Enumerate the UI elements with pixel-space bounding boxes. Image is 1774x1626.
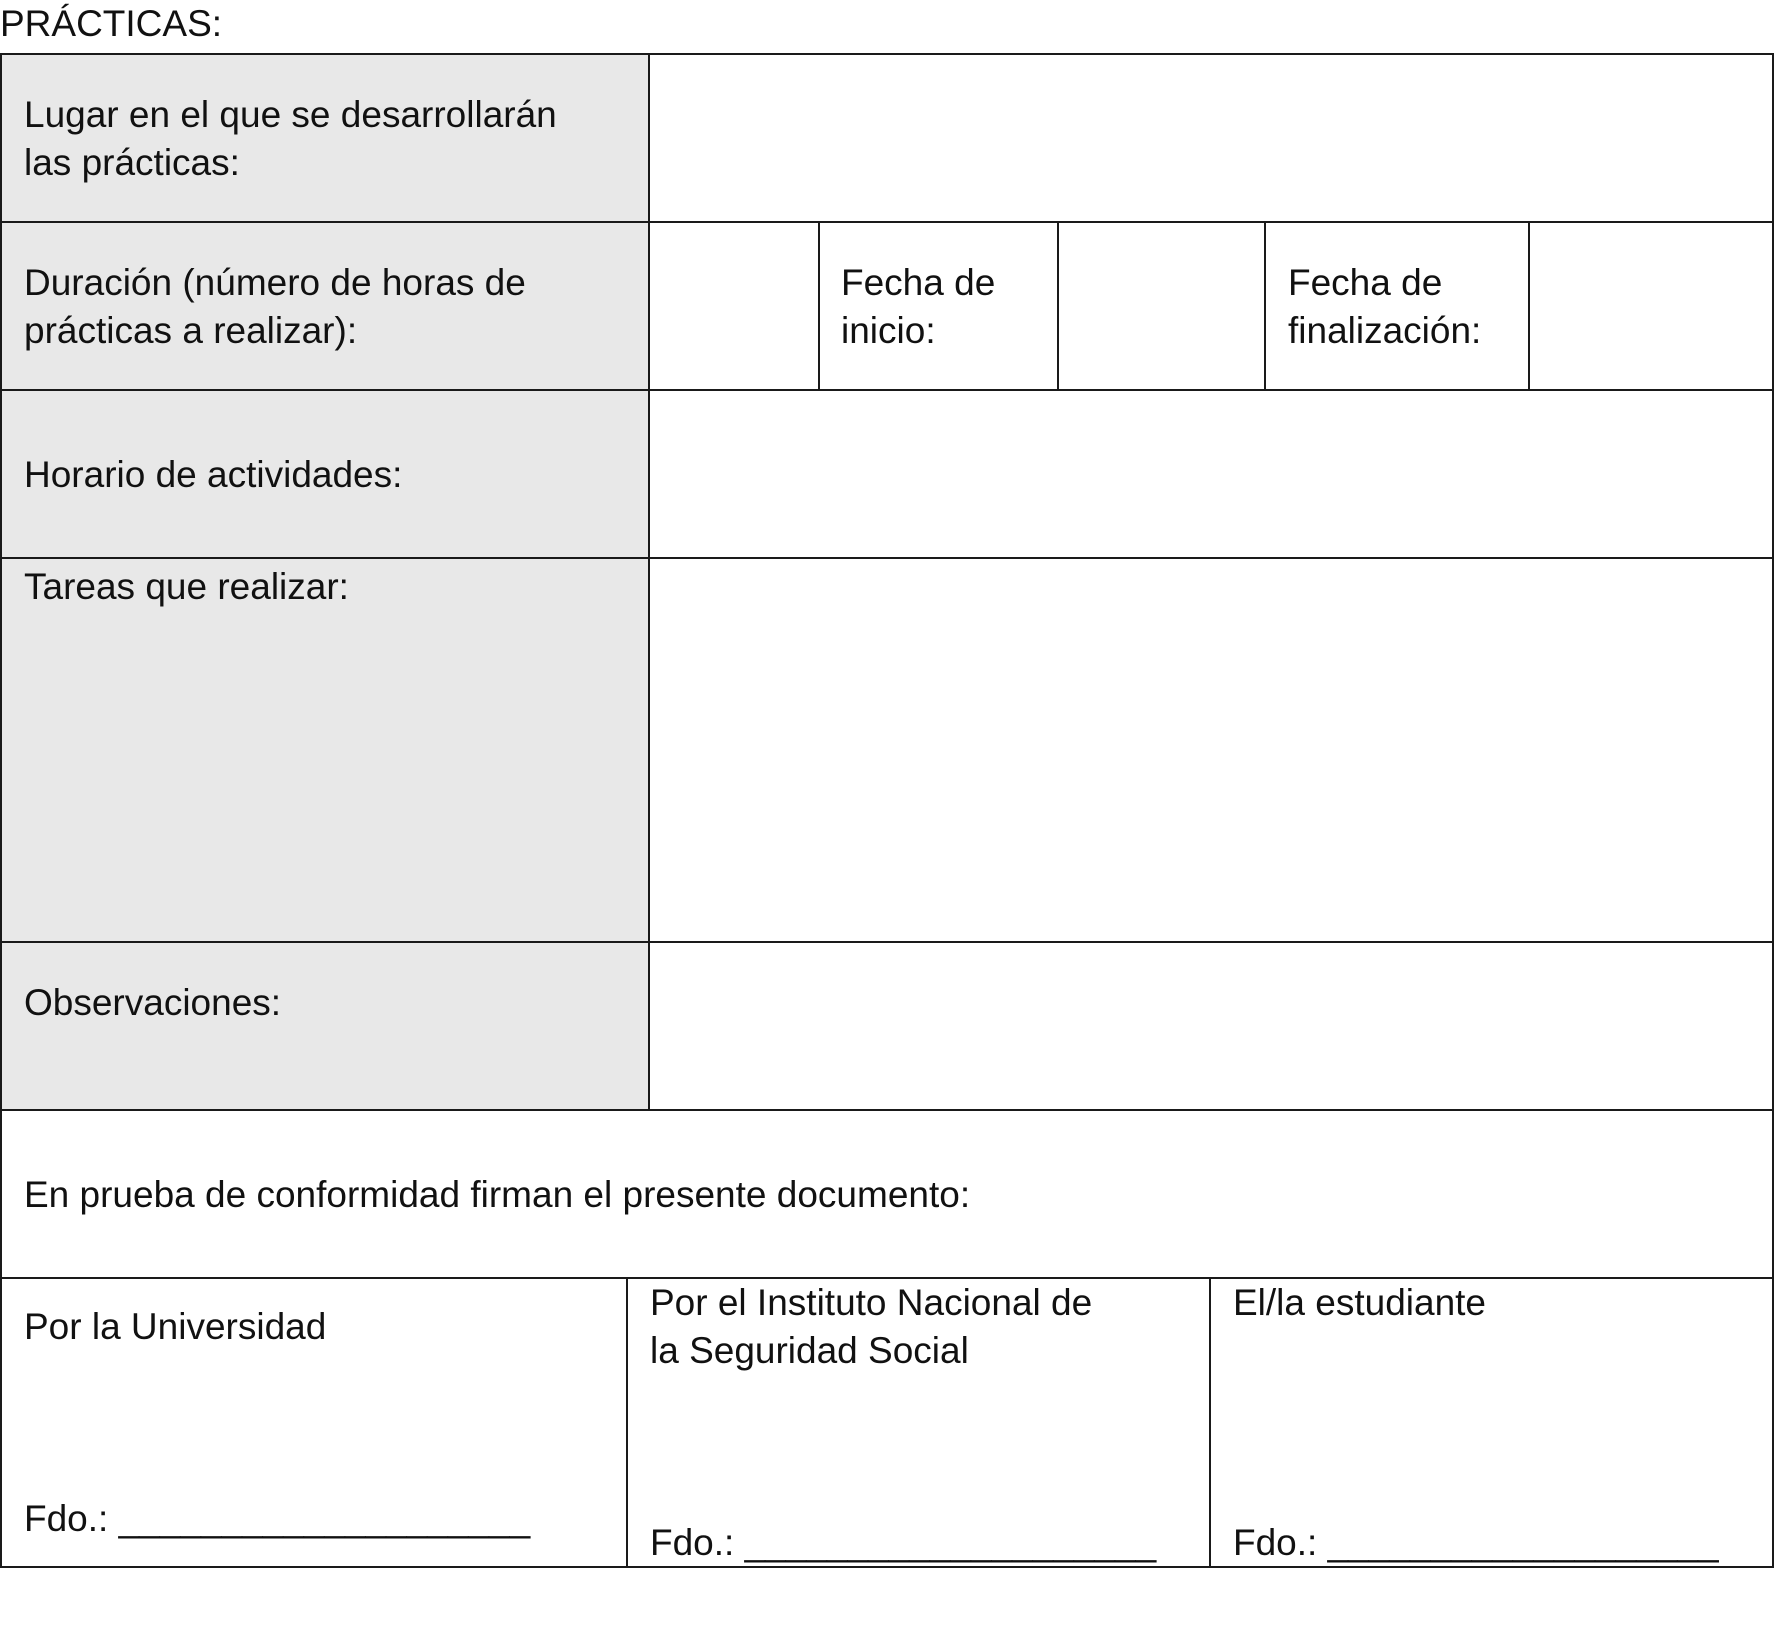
start-date-label-divider: [1057, 221, 1059, 391]
signature-estudiante-heading: El/la estudiante: [1233, 1282, 1487, 1323]
fdo-label: Fdo.:: [24, 1498, 109, 1539]
signature-line[interactable]: ___________________: [1327, 1522, 1719, 1563]
fecha-fin-label-line2: finalización:: [1288, 310, 1482, 351]
observaciones-input[interactable]: [660, 952, 1764, 1100]
duracion-input[interactable]: [658, 232, 810, 380]
signature-universidad-heading: Por la Universidad: [24, 1306, 327, 1347]
signature-instituto-heading-line2: la Seguridad Social: [650, 1330, 969, 1371]
table-row-divider: [0, 941, 1774, 943]
table-row-divider: [0, 389, 1774, 391]
lugar-input[interactable]: [660, 64, 1764, 212]
signature-divider: [1209, 1277, 1211, 1568]
fecha-inicio-input[interactable]: [1067, 232, 1256, 380]
horario-input[interactable]: [660, 400, 1764, 548]
fecha-inicio-label-line2: inicio:: [841, 310, 936, 351]
lugar-label-line2: las prácticas:: [24, 142, 240, 183]
table-row-divider: [0, 557, 1774, 559]
fdo-label: Fdo.:: [1233, 1522, 1318, 1563]
fecha-fin-input[interactable]: [1538, 232, 1764, 380]
duracion-label-line2: prácticas a realizar):: [24, 310, 358, 351]
table-row-divider: [0, 1109, 1774, 1111]
table-border-left: [0, 53, 2, 1568]
conformidad-text: En prueba de conformidad firman el presente documento:: [24, 1174, 971, 1215]
signature-line[interactable]: ____________________: [744, 1522, 1157, 1563]
duration-value-divider: [818, 221, 820, 391]
page-title: PRÁCTICAS:: [0, 3, 223, 44]
fecha-fin-label-line1: Fecha de: [1288, 262, 1443, 303]
horario-label: Horario de actividades:: [24, 454, 403, 495]
tareas-label-cell: [1, 558, 649, 942]
fdo-label: Fdo.:: [650, 1522, 735, 1563]
table-row-divider: [0, 221, 1774, 223]
duracion-label-line1: Duración (número de horas de: [24, 262, 526, 303]
observaciones-label: Observaciones:: [24, 982, 282, 1023]
signature-universidad-fdo: [24, 1495, 530, 1543]
fecha-inicio-label-line1: Fecha de: [841, 262, 996, 303]
signature-divider: [626, 1277, 628, 1568]
signature-instituto-heading-line1: Por el Instituto Nacional de: [650, 1282, 1093, 1323]
signature-instituto-fdo: [650, 1519, 1156, 1567]
signature-estudiante-fdo: [1233, 1519, 1719, 1567]
table-border-top: [0, 53, 1774, 55]
end-date-label-divider: [1528, 221, 1530, 391]
signature-line[interactable]: ____________________: [118, 1498, 531, 1539]
start-date-value-divider: [1264, 221, 1266, 391]
lugar-label-line1: Lugar en el que se desarrollarán: [24, 94, 557, 135]
label-column-divider: [648, 53, 650, 1111]
tareas-label: Tareas que realizar:: [24, 566, 349, 607]
tareas-input[interactable]: [660, 568, 1764, 932]
